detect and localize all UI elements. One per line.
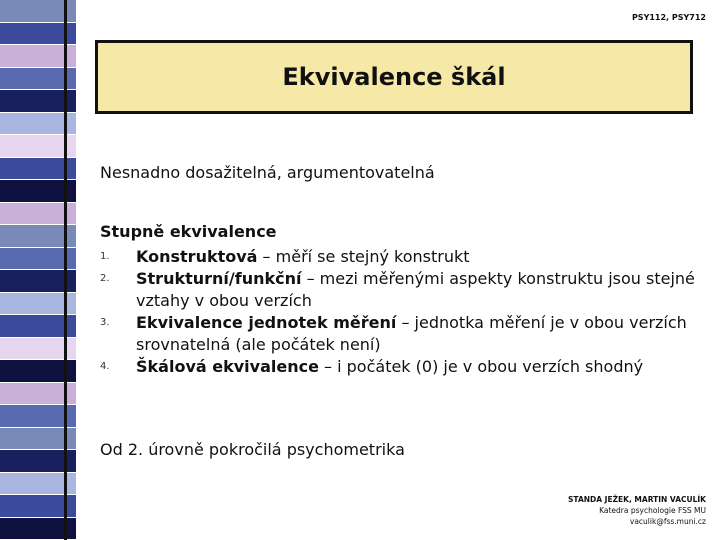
item-desc: – i počátek (0) je v obou verzích shodný <box>318 357 644 376</box>
equivalence-list <box>100 246 700 378</box>
list-item <box>100 356 700 378</box>
slide-title: Ekvivalence škál <box>282 63 506 91</box>
item-term: Konstruktová <box>136 247 258 266</box>
item-term: Ekvivalence jednotek měření <box>136 313 397 332</box>
footer <box>568 494 706 527</box>
item-desc: – měří se stejný konstrukt <box>257 247 470 266</box>
decorative-strip-line <box>64 0 67 540</box>
title-box <box>95 40 693 114</box>
list-number: 1. <box>100 251 110 262</box>
list-item <box>100 312 700 356</box>
list-number: 2. <box>100 273 110 284</box>
footer-department: Katedra psychologie FSS MU <box>599 506 706 515</box>
item-desc: – mezi měřenými aspekty konstruktu jsou stejné vztahy v obou verzích <box>136 269 695 310</box>
item-desc: – jednotka měření je v obou verzích srovnatelná (ale počátek není) <box>136 313 687 354</box>
footer-email: vaculik@fss.muni.cz <box>629 517 706 526</box>
section-heading: Stupně ekvivalence <box>100 222 277 241</box>
list-number: 3. <box>100 317 110 328</box>
list-number: 4. <box>100 361 110 372</box>
list-item <box>100 268 700 312</box>
intro-text: Nesnadno dosažitelná, argumentovatelná <box>100 163 435 182</box>
footer-authors: STANDA JEŽEK, MARTIN VACULÍK <box>568 495 706 504</box>
item-term: Škálová ekvivalence <box>136 357 319 376</box>
item-term: Strukturní/funkční <box>136 269 302 288</box>
course-code: PSY112, PSY712 <box>631 13 706 22</box>
conclusion-text: Od 2. úrovně pokročilá psychometrika <box>100 440 405 459</box>
list-item <box>100 246 700 268</box>
